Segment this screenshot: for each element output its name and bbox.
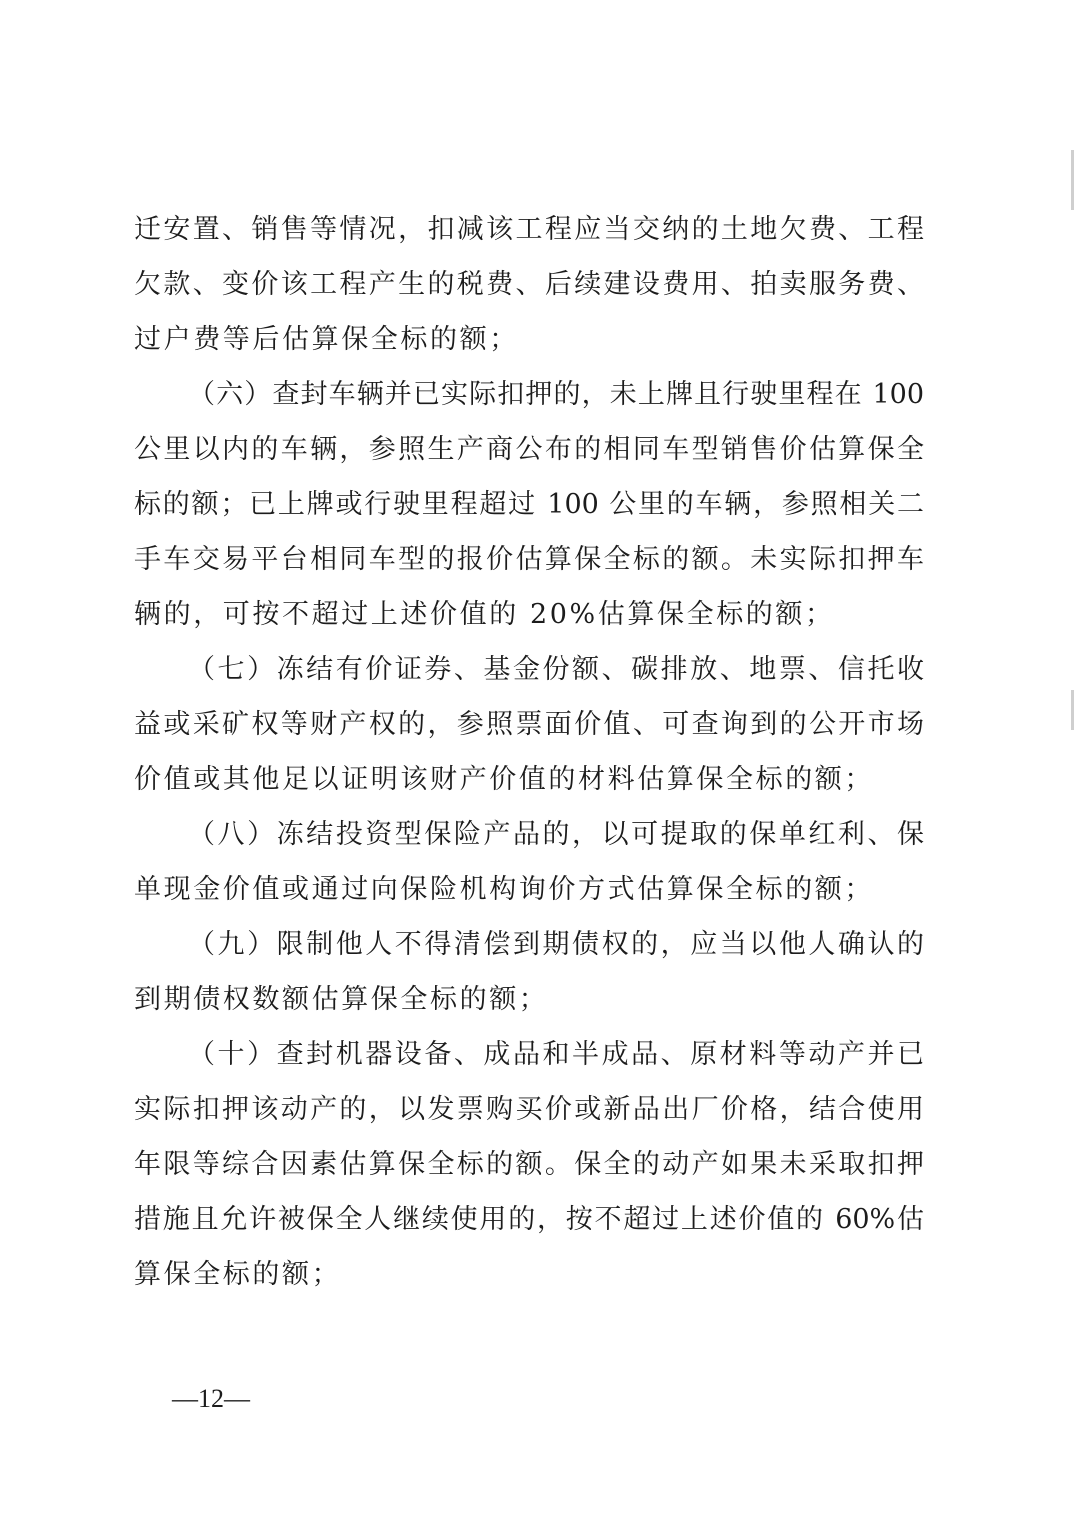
text-line: 过户费等后估算保全标的额； [134, 324, 519, 355]
text-line: 益或采矿权等财产权的，参照票面价值、可查询到的公开市场 [134, 709, 924, 740]
text-line: 单现金价值或通过向保险机构询价方式估算保全标的额； [134, 874, 874, 905]
text-line: 措施且允许被保全人继续使用的，按不超过上述价值的 60%估 [134, 1204, 924, 1235]
text-line: 标的额；已上牌或行驶里程超过 100 公里的车辆，参照相关二 [134, 489, 924, 520]
paragraph-ten-start: （十）查封机器设备、成品和半成品、原材料等动产并已 [188, 1039, 924, 1070]
text-line: 公里以内的车辆，参照生产商公布的相同车型销售价估算保全 [134, 434, 924, 465]
body-text [134, 202, 924, 1302]
paragraph-eight-start: （八）冻结投资型保险产品的，以可提取的保单红利、保 [188, 819, 924, 850]
text-line: 欠款、变价该工程产生的税费、后续建设费用、拍卖服务费、 [134, 269, 924, 300]
page-number: —12— [172, 1384, 250, 1413]
text-line: 实际扣押该动产的，以发票购买价或新品出厂价格，结合使用 [134, 1094, 924, 1125]
text-line: 年限等综合因素估算保全标的额。保全的动产如果未采取扣押 [134, 1149, 924, 1180]
text-line: 辆的，可按不超过上述价值的 20%估算保全标的额； [134, 599, 835, 630]
text-line: 价值或其他足以证明该财产价值的材料估算保全标的额； [134, 764, 874, 795]
paragraph-nine-start: （九）限制他人不得清偿到期债权的，应当以他人确认的 [188, 929, 924, 960]
paragraph-seven-start: （七）冻结有价证券、基金份额、碳排放、地票、信托收 [188, 654, 924, 685]
text-line: 算保全标的额； [134, 1259, 342, 1290]
text-line: 手车交易平台相同车型的报价估算保全标的额。未实际扣押车 [134, 544, 924, 575]
scan-edge-mark [1071, 150, 1074, 210]
paragraph-six-start: （六）查封车辆并已实际扣押的，未上牌且行驶里程在 100 [188, 379, 924, 410]
scan-edge-mark [1071, 690, 1074, 730]
text-line: 迁安置、销售等情况，扣减该工程应当交纳的土地欠费、工程 [134, 214, 924, 245]
text-line: 到期债权数额估算保全标的额； [134, 984, 549, 1015]
